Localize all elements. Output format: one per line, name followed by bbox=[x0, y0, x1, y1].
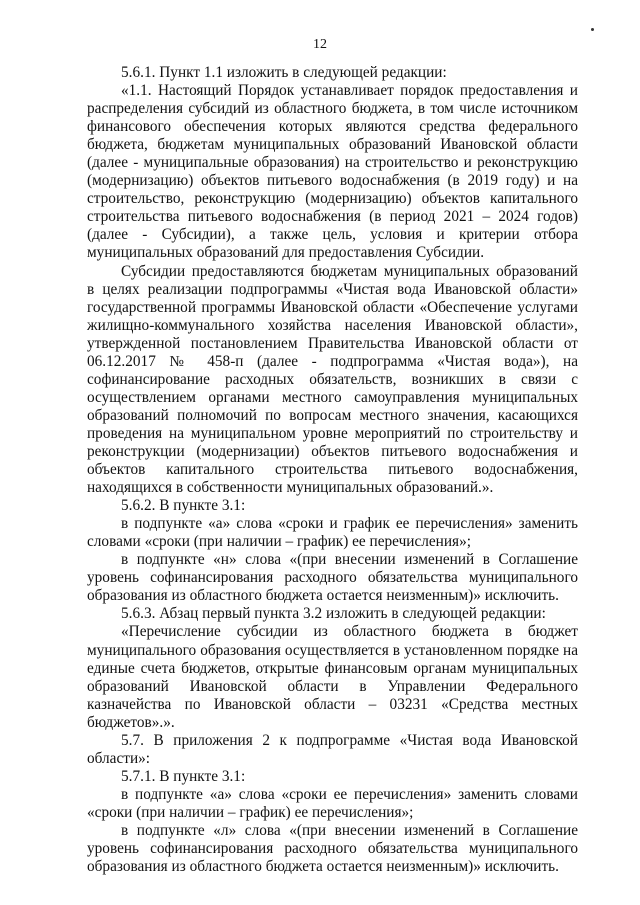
paragraph-5-7: 5.7. В приложения 2 к подпрограмме «Чистая вода Ивановской области»: bbox=[87, 731, 578, 767]
paragraph-transfer: «Перечисление субсидии из областного бюджета в бюджет муниципального образования осуществляется в установленном порядке на единые счета бюджетов, открытые финансовым органам муниципальных образований Ивановской области в Управлении Федерального казначейства по Ивановской области – 03231 «Средства местных бюджетов».». bbox=[87, 623, 578, 731]
paragraph-subpoint-n: в подпункте «н» слова «(при внесении изменений в Соглашение уровень софинансирования расходного обязательства муниципального образования из областного бюджета остается неизменным)» исключить. bbox=[87, 551, 578, 605]
paragraph-subpoint-l: в подпункте «л» слова «(при внесении изменений в Соглашение уровень софинансирования расходного обязательства муниципального образования из областного бюджета остается неизменным)» исключить. bbox=[87, 821, 578, 876]
paragraph-5-6-3: 5.6.3. Абзац первый пункта 3.2 изложить в следующей редакции: bbox=[121, 605, 546, 623]
document-body bbox=[87, 64, 578, 876]
scan-artifact-dot bbox=[591, 28, 594, 31]
paragraph-5-7-1: 5.7.1. В пункте 3.1: bbox=[121, 767, 246, 785]
paragraph-1-1-quote: «1.1. Настоящий Порядок устанавливает порядок предоставления и распределения субсидий из областного бюджета, в том числе источником финансового обеспечения которых являются средства федерального бюджета, бюджетам муниципальных образований Ивановской области (далее - муниципальные образования) на строительство и реконструкцию (модернизацию) объектов питьевого водоснабжения (в 2019 году) и на строительство, реконструкцию (модернизацию) объектов капитального строительства питьевого водоснабжения (в период 2021 – 2024 годов) (далее - Субсидии), а также цель, условия и критерии отбора муниципальных образований для предоставления Субсидии. bbox=[87, 82, 578, 262]
paragraph-5-6-2: 5.6.2. В пункте 3.1: bbox=[121, 497, 246, 515]
page-number: 12 bbox=[313, 37, 327, 52]
paragraph-subpoint-a-2: в подпункте «а» слова «сроки ее перечисления» заменить словами «сроки (при наличии – график) ее перечисления»; bbox=[87, 785, 578, 821]
paragraph-subsidies: Субсидии предоставляются бюджетам муниципальных образований в целях реализации подпрограммы «Чистая вода Ивановской области» государственной программы Ивановской области «Обеспечение услугами жилищно-коммунального хозяйства населения Ивановской области», утвержденной постановлением Правительства Ивановской области от 06.12.2017 № 458-п (далее - подпрограмма «Чистая вода»), на софинансирование расходных обязательств, возникших в связи с осуществлением органами местного самоуправления муниципальных образований полномочий по вопросам местного значения, касающихся проведения на муниципальном уровне мероприятий по строительству и реконструкции (модернизации) объектов питьевого водоснабжения и объектов капитального строительства питьевого водоснабжения, находящихся в собственности муниципальных образований.». bbox=[87, 262, 578, 497]
paragraph-subpoint-a: в подпункте «а» слова «сроки и график ее перечисления» заменить словами «сроки (при наличии – график) ее перечисления»; bbox=[87, 515, 578, 551]
paragraph-5-6-1: 5.6.1. Пункт 1.1 изложить в следующей редакции: bbox=[121, 64, 447, 81]
